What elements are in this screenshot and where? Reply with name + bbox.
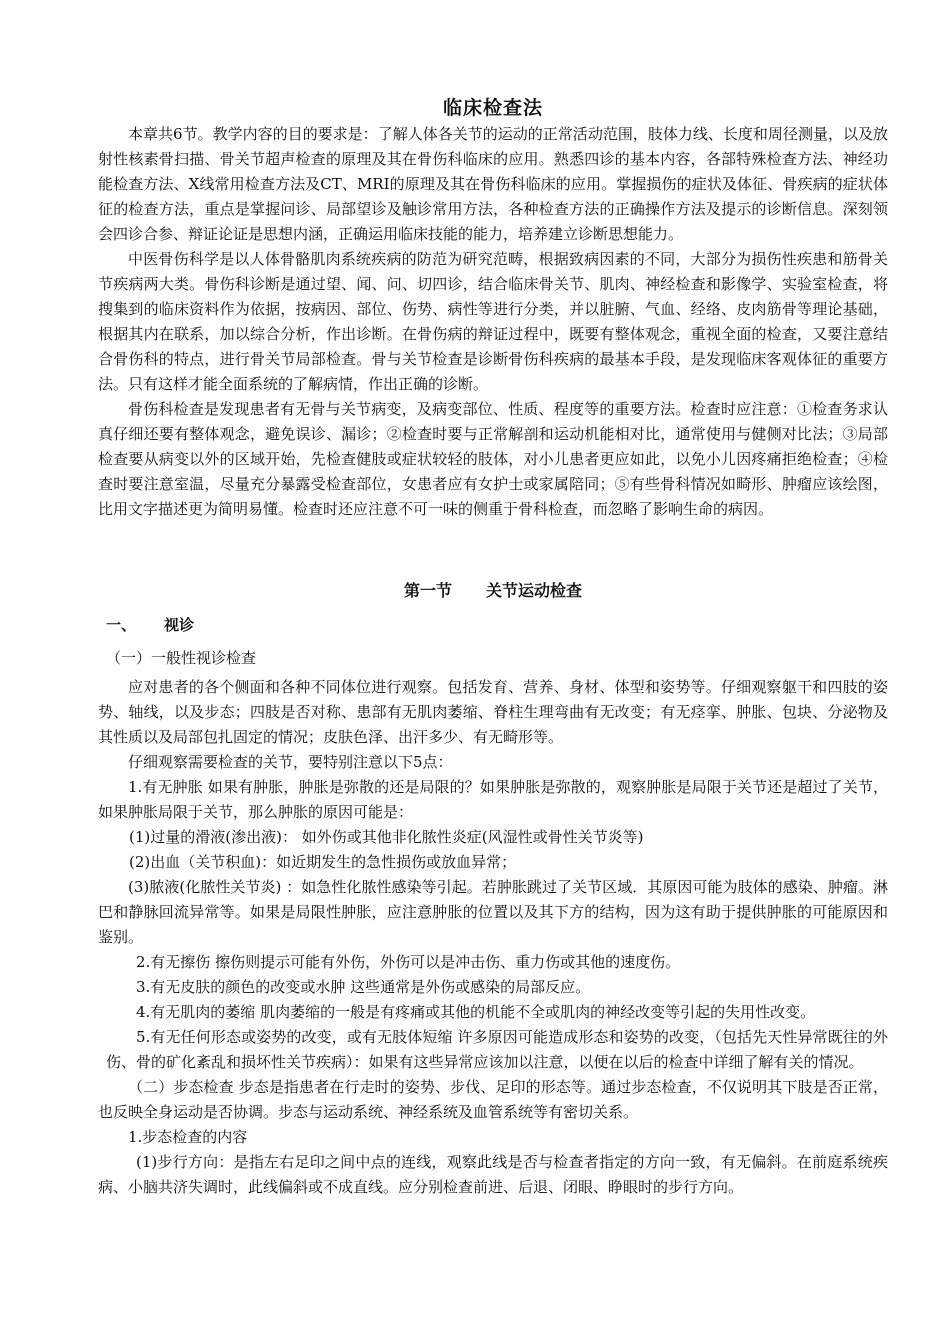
section-number: 第一节 xyxy=(403,581,452,600)
heading-level-1 xyxy=(98,612,888,638)
document-page xyxy=(98,94,888,1200)
heading-number: 一、 xyxy=(106,616,137,634)
body-paragraph: 1.有无肿胀 如果有肿胀，肿胀是弥散的还是局限的？如果肿胀是弥散的，观察肿胀是局限于关节还是超过了关节，如果肿胀局限于关节，那么肿胀的原因可能是： xyxy=(98,778,888,821)
body-paragraph: 2.有无擦伤 擦伤则提示可能有外伤，外伤可以是冲击伤、重力伤或其他的速度伤。 xyxy=(136,953,681,971)
body-paragraph: (2)出血（关节积血)：如近期发生的急性损伤或放血异常； xyxy=(129,853,517,871)
body-paragraph: （二）步态检查 步态是指患者在行走时的姿势、步伐、足印的形态等。通过步态检查，不仅说明其下肢是否正常，也反映全身运动是否协调。步态与运动系统、神经系统及血管系统等有密切关系。 xyxy=(98,1078,888,1121)
heading-name: 视诊 xyxy=(164,616,195,634)
body-paragraph: (3)脓液(化脓性关节炎) ：如急性化脓性感染等引起。若肿胀跳过了关节区域．其原因可能为肢体的感染、肿瘤。淋巴和静脉回流异常等。如果是局限性肿胀，应注意肿胀的位置以及其下方的结构，因为这有助于提供肿胀的可能原因和鉴别。 xyxy=(98,878,888,946)
body-paragraph: 3.有无皮肤的颜色的改变或水肿 这些通常是外伤或感染的局部反应。 xyxy=(136,978,591,996)
body-paragraph: 5.有无任何形态或姿势的改变，或有无肢体短缩 许多原因可能造成形态和姿势的改变，（包括先天性异常既往的外伤、骨的矿化紊乱和损坏性关节疾病）：如果有这些异常应该加以注意，以便在以后的检查中详细了解有关的情况。 xyxy=(106,1028,888,1071)
intro-paragraph-2: 中医骨伤科学是以人体骨骼肌肉系统疾病的防范为研究范畴，根据致病因素的不同，大部分为损伤性疾患和筋骨关节疾病两大类。骨伤科诊断是通过望、闻、问、切四诊，结合临床骨关节、肌肉、神经检查和影像学、实验室检查，将搜集到的临床资料作为依据，按病因、部位、伤势、病性等进行分类，并以脏腑、气血、经络、皮肉筋骨等理论基础，根据其内在联系，加以综合分析，作出诊断。在骨伤病的辩证过程中，既要有整体观念，重视全面的检查，又要注意结合骨伤科的特点，进行骨关节局部检查。骨与关节检查是诊断骨伤科疾病的最基本手段，是发现临床客观体征的重要方法。只有这样才能全面系统的了解病情，作出正确的诊断。 xyxy=(98,250,888,393)
document-title: 临床检查法 xyxy=(442,97,543,119)
body-paragraph: 应对患者的各个侧面和各种不同体位进行观察。包括发育、营养、身材、体型和姿势等。仔细观察躯干和四肢的姿势、轴线，以及步态；四肢是否对称、患部有无肌肉萎缩、脊柱生理弯曲有无改变；有无痉挛、肿胀、包块、分泌物及其性质以及局部包扎固定的情况；皮肤色泽、出汗多少、有无畸形等。 xyxy=(98,678,888,746)
section-title xyxy=(98,578,888,604)
subheading-general-inspection: （一）一般性视诊检查 xyxy=(106,649,257,667)
body-paragraph: 4.有无肌肉的萎缩 肌肉萎缩的一般是有疼痛或其他的机能不全或肌肉的神经改变等引起的失用性改变。 xyxy=(136,1003,816,1021)
intro-paragraph-3: 骨伤科检查是发现患者有无骨与关节病变，及病变部位、性质、程度等的重要方法。检查时应注意：①检查务求认真仔细还要有整体观念，避免误诊、漏诊；②检查时要与正常解剖和运动机能相对比，通常使用与健侧对比法；③局部检查要从病变以外的区域开始，先检查健肢或症状较轻的肢体，对小儿患者更应如此，以免小儿因疼痛拒绝检查；④检查时要注意室温，尽量充分暴露受检查部位，女患者应有女护士或家属陪同；⑤有些骨科情况如畸形、肿瘤应该绘图，比用文字描述更为简明易懂。检查时还应注意不可一味的侧重于骨科检查，而忽略了影响生命的病因。 xyxy=(98,400,888,518)
section-name: 关节运动检查 xyxy=(486,581,583,600)
body-paragraph: (1)过量的滑液(渗出液)： 如外伤或其他非化脓性炎症(风湿性或骨性关节炎等) xyxy=(129,828,644,846)
intro-paragraph-1: 本章共6节。教学内容的目的要求是：了解人体各关节的运动的正常活动范围，肢体力线、长度和周径测量，以及放射性核素骨扫描、骨关节超声检查的原理及其在骨伤科临床的应用。熟悉四诊的基本内容，各部特殊检查方法、神经功能检查方法、X线常用检查方法及CT、MRI的原理及其在骨伤科临床的应用。掌握损伤的症状及体征、骨疾病的症状体征的检查方法，重点是掌握问诊、局部望诊及触诊常用方法，各种检查方法的正确操作方法及提示的诊断信息。深刻领会四诊合参、辩证论证是思想内涵，正确运用临床技能的能力，培养建立诊断思想能力。 xyxy=(98,125,888,243)
body-paragraph: 1.步态检查的内容 xyxy=(128,1128,248,1146)
body-paragraph: 仔细观察需要检查的关节，要特别注意以下5点： xyxy=(128,753,453,771)
body-paragraph: (1)步行方向：是指左右足印之间中点的连线，观察此线是否与检查者指定的方向一致，有无偏斜。在前庭系统疾病、小脑共济失调时，此线偏斜或不成直线。应分别检查前进、后退、闭眼、睁眼时的步行方向。 xyxy=(98,1153,888,1196)
